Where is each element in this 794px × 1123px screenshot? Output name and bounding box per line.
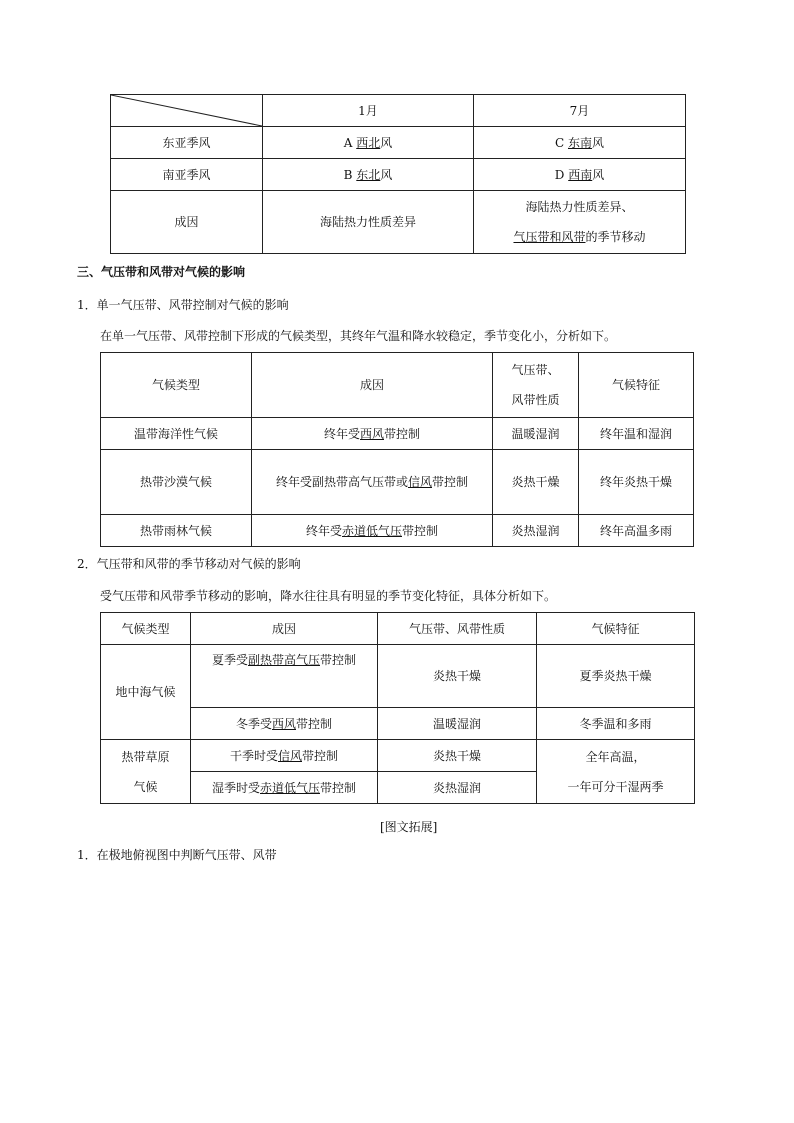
cell-line (478, 222, 681, 252)
cell-prefix: 终年受 (305, 523, 342, 538)
item-heading: 1．在极地俯视图中判断气压带、风带 (77, 848, 277, 862)
table-row (101, 708, 695, 740)
single-belt-climate-table (100, 352, 694, 547)
cell-suffix: 风 (380, 135, 393, 150)
header-property: 气压带、风带性质 (378, 613, 537, 645)
cell-line: 全年高温， (585, 749, 646, 764)
cell-prefix: D (554, 167, 569, 182)
cell-suffix: 风 (592, 135, 605, 150)
cell-prefix: 终年受副热带高气压带或 (275, 475, 408, 489)
cell-type: 热带沙漠气候 (101, 450, 252, 515)
cell-suffix: 带控制 (296, 716, 333, 731)
cell-cause (191, 645, 378, 708)
cell-jan (263, 127, 474, 159)
table-row (111, 191, 686, 254)
item-heading: 1．单一气压带、风带控制对气候的影响 (77, 298, 289, 312)
expansion-title: [图文拓展] (380, 820, 438, 834)
table-row (111, 95, 686, 127)
underlined-answer: 赤道低气压 (341, 523, 402, 538)
header-property (493, 353, 579, 418)
header-feature: 气候特征 (537, 613, 695, 645)
cell-suffix: 的季节移动 (585, 230, 646, 244)
cell-line: 气压带、 (511, 363, 560, 377)
underlined-answer: 副热带高气压 (247, 653, 320, 667)
cell-feature: 终年炎热干燥 (579, 450, 694, 515)
section-heading: 三、气压带和风带对气候的影响 (77, 265, 246, 279)
cell-line: 风带性质 (511, 393, 560, 407)
header-type: 气候类型 (101, 613, 191, 645)
cell-feature: 夏季炎热干燥 (537, 645, 695, 708)
cell-property: 炎热湿润 (378, 772, 537, 804)
cell-cause (252, 515, 493, 547)
cell-suffix: 带控制 (320, 780, 357, 795)
cell-line: 一年可分干湿两季 (567, 779, 664, 794)
cell-cause (191, 708, 378, 740)
underlined-answer: 赤道低气压 (259, 780, 320, 795)
seasonal-belt-climate-table (100, 612, 695, 804)
table-row (101, 353, 694, 418)
cell-jul (474, 191, 686, 254)
cell-feature: 冬季温和多雨 (537, 708, 695, 740)
cell-cause (191, 740, 378, 772)
cell-suffix: 带控制 (320, 653, 357, 667)
cell-suffix: 带控制 (432, 475, 469, 489)
cell-prefix: B (343, 167, 357, 182)
cell-prefix: 湿季时受 (211, 780, 260, 795)
cell-jan (263, 159, 474, 191)
cell-type (101, 740, 191, 804)
table-row (101, 515, 694, 547)
row-label: 成因 (111, 191, 263, 254)
table-row (111, 127, 686, 159)
cell-prefix: A (343, 135, 357, 150)
cell-property: 温暖湿润 (493, 418, 579, 450)
cell-cause (252, 450, 493, 515)
cell-property: 炎热干燥 (378, 740, 537, 772)
cell-type: 地中海气候 (101, 645, 191, 740)
cell-prefix: 干季时受 (229, 748, 278, 763)
table-row (101, 613, 695, 645)
underlined-answer: 西风 (271, 716, 296, 731)
item-heading: 2．气压带和风带的季节移动对气候的影响 (77, 557, 301, 571)
diagonal-line (111, 95, 262, 126)
cell-prefix: 冬季受 (235, 716, 272, 731)
cell-prefix: 终年受 (323, 426, 360, 441)
cell-suffix: 风 (380, 167, 393, 182)
cell-line: 海陆热力性质差异、 (525, 200, 634, 214)
header-feature: 气候特征 (579, 353, 694, 418)
header-july: 7月 (474, 95, 686, 127)
header-january: 1月 (263, 95, 474, 127)
underlined-answer: 信风 (407, 475, 432, 489)
item-description: 受气压带和风带季节移动的影响，降水往往具有明显的季节变化特征，具体分析如下。 (100, 589, 557, 603)
cell-cause (191, 772, 378, 804)
cell-type: 温带海洋性气候 (101, 418, 252, 450)
cell-prefix: C (554, 135, 568, 150)
cell-suffix: 风 (592, 167, 605, 182)
cell-jul (474, 159, 686, 191)
cell-suffix: 带控制 (402, 523, 439, 538)
underlined-answer: 西北 (356, 135, 381, 150)
table-row (101, 418, 694, 450)
cell-line: 气候 (133, 779, 158, 794)
cell-property: 炎热干燥 (378, 645, 537, 708)
cell-jul (474, 127, 686, 159)
cell-property: 温暖湿润 (378, 708, 537, 740)
table-row (111, 159, 686, 191)
table-row (101, 450, 694, 515)
header-cause: 成因 (191, 613, 378, 645)
cell-feature (537, 740, 695, 804)
underlined-answer: 气压带和风带 (513, 230, 586, 244)
table-row (101, 645, 695, 708)
underlined-answer: 东南 (567, 135, 592, 150)
cell-cause (252, 418, 493, 450)
underlined-answer: 信风 (277, 748, 302, 763)
cell-jan: 海陆热力性质差异 (263, 191, 474, 254)
cell-property: 炎热干燥 (493, 450, 579, 515)
underlined-answer: 东北 (356, 167, 381, 182)
cell-suffix: 带控制 (302, 748, 339, 763)
diagonal-header-cell (111, 95, 263, 127)
cell-feature: 终年温和湿润 (579, 418, 694, 450)
cell-feature: 终年高温多雨 (579, 515, 694, 547)
row-label: 东亚季风 (111, 127, 263, 159)
table-row (101, 740, 695, 772)
cell-property: 炎热湿润 (493, 515, 579, 547)
underlined-answer: 西风 (359, 426, 384, 441)
item-description: 在单一气压带、风带控制下形成的气候类型，其终年气温和降水较稳定，季节变化小，分析如下。 (100, 329, 617, 343)
header-cause: 成因 (252, 353, 493, 418)
cell-prefix: 夏季受 (211, 653, 248, 667)
monsoon-table (110, 94, 686, 254)
row-label: 南亚季风 (111, 159, 263, 191)
header-type: 气候类型 (101, 353, 252, 418)
underlined-answer: 西南 (568, 167, 593, 182)
cell-line: 热带草原 (121, 749, 170, 764)
cell-suffix: 带控制 (384, 426, 421, 441)
cell-type: 热带雨林气候 (101, 515, 252, 547)
